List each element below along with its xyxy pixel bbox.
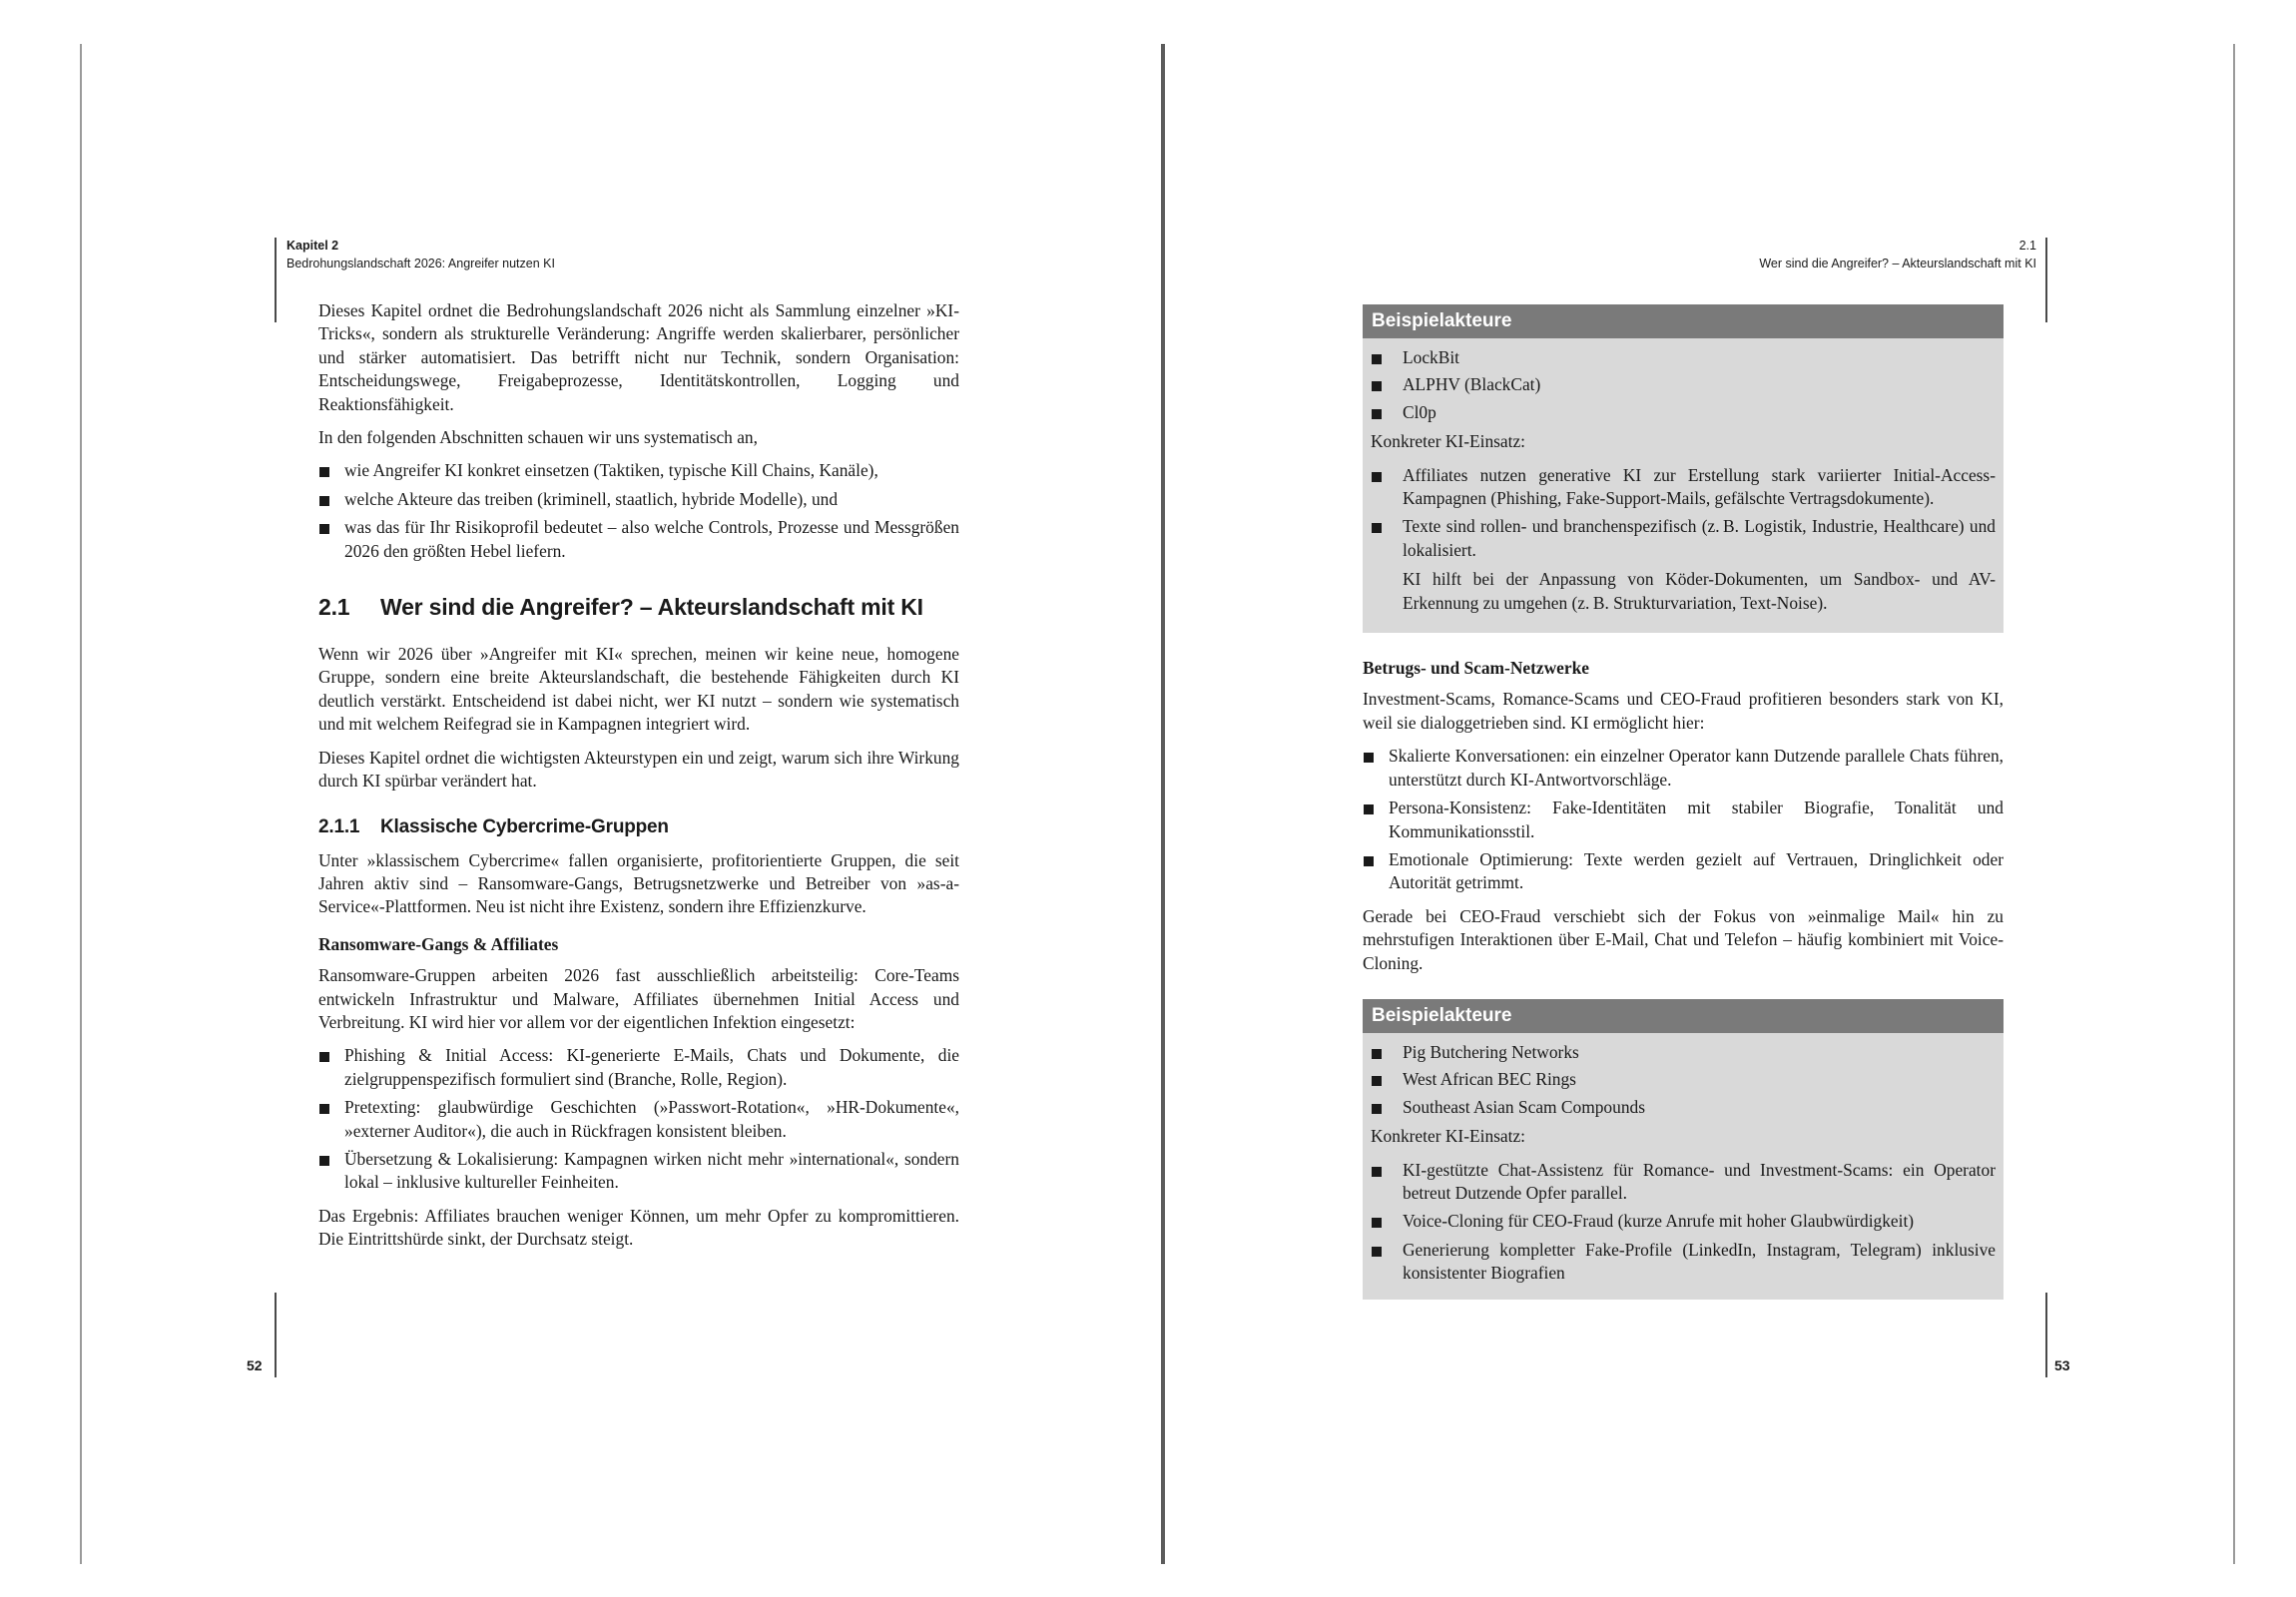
page-number-left: 52 (247, 1357, 263, 1373)
list-item: Persona-Konsistenz: Fake-Identitäten mit stabiler Biografie, Tonalität und Kommunikationsstil. (1363, 797, 2004, 843)
list-item: Generierung kompletter Fake-Profile (LinkedIn, Instagram, Telegram) inklusive konsistenter Biografien (1371, 1239, 1996, 1286)
right-running-header (1637, 237, 2036, 272)
list-item: Southeast Asian Scam Compounds (1371, 1096, 1996, 1119)
section-paragraph: Dieses Kapitel ordnet die wichtigsten Akteurstypen ein und zeigt, warum sich ihre Wirkung durch KI spürbar verändert hat. (318, 747, 959, 792)
scam-closing: Gerade bei CEO-Fraud verschiebt sich der Fokus von »einmalige Mail« hin zu mehrstufigen Interaktionen über E-Mail, Chat und Telefon – häufig kombiniert mit Voice-Cloning. (1363, 905, 2004, 973)
ransomware-heading: Ransomware-Gangs & Affiliates (318, 933, 559, 954)
scam-paragraph: Investment-Scams, Romance-Scams und CEO-Fraud profitieren besonders stark von KI, weil sie dialoggetrieben sind. KI ermöglicht hier: (1363, 689, 2004, 733)
right-page-edge (2233, 44, 2235, 1564)
box-label: Konkreter KI-Einsatz: (1371, 431, 1526, 452)
list-item: Skalierte Konversationen: ein einzelner Operator kann Dutzende parallele Chats führen, unterstützt durch KI-Antwortvorschläge. (1363, 745, 2004, 792)
example-actors-box-scam (1363, 999, 2004, 1300)
list-item: ALPHV (BlackCat) (1371, 373, 1996, 396)
list-item: LockBit (1371, 346, 1996, 369)
chapter-title: Bedrohungslandschaft 2026: Angreifer nutzen KI (287, 257, 555, 270)
ransomware-paragraph: Ransomware-Gruppen arbeiten 2026 fast ausschließlich arbeitsteilig: Core-Teams entwickeln Infrastruktur und Malware, Affiliates übernehmen Initial Access und Verbreitung. KI wird hier vor allem vor der eigentlichen Infektion eingesetzt: (318, 965, 959, 1032)
section-title-label: Wer sind die Angreifer? – Akteurslandschaft mit KI (1759, 257, 2036, 270)
left-running-header (287, 237, 555, 272)
list-item: Cl0p (1371, 401, 1996, 424)
left-page-body (318, 299, 959, 1262)
section-number: 2.1 (318, 594, 350, 621)
section-number-label: 2.1 (2018, 239, 2036, 253)
list-item: Texte sind rollen- und branchenspezifisch (z. B. Logistik, Industrie, Healthcare) und lokalisiert. (1371, 515, 1996, 562)
actor-list (1371, 1041, 1996, 1119)
example-actors-box-ransomware (1363, 304, 2004, 633)
scam-list (1363, 745, 2004, 894)
list-item: Voice-Cloning für CEO-Fraud (kurze Anrufe mit hoher Glaubwürdigkeit) (1371, 1210, 1996, 1233)
scam-heading: Betrugs- und Scam-Netzwerke (1363, 658, 1590, 679)
section-paragraph: Wenn wir 2026 über »Angreifer mit KI« sprechen, meinen wir keine neue, homogene Gruppe, sondern eine breite Akteurslandschaft, die bestehende Fähigkeiten durch KI deutlich verstärkt. Entscheidend ist dabei nicht, wer KI nutzt – sondern wie systematisch und mit welchem Reifegrad sie in Kampagnen integriert wird. (318, 644, 959, 735)
right-header-rule (2045, 238, 2047, 322)
box-title: Beispielakteure (1363, 999, 2004, 1033)
list-item: Emotionale Optimierung: Texte werden gezielt auf Vertrauen, Dringlichkeit oder Autorität getrimmt. (1363, 848, 2004, 895)
subsection-title: Klassische Cybercrime-Gruppen (380, 815, 669, 837)
list-item: welche Akteure das treiben (kriminell, staatlich, hybride Modelle), und (318, 488, 959, 511)
intro-paragraph: Dieses Kapitel ordnet die Bedrohungslandschaft 2026 nicht als Sammlung einzelner »KI-Tricks«, sondern als strukturelle Veränderung: Angriffe werden skalierbarer, persönlicher und stärker automatisiert. Das betrifft nicht nur Technik, sondern Organisation: Entscheidungswege, Freigabeprozesse, Identitätskontrollen, Logging und Reaktionsfähigkeit. (318, 300, 959, 414)
list-item: Pretexting: glaubwürdige Geschichten (»Passwort-Rotation«, »HR-Dokumente«, »externer Auditor«), die auch in Rückfragen konsistent bleiben. (318, 1096, 959, 1143)
left-header-rule (275, 238, 277, 322)
list-item: was das für Ihr Risikoprofil bedeutet – also welche Controls, Prozesse und Messgrößen 2026 den größten Hebel liefern. (318, 516, 959, 563)
intro-list (318, 459, 959, 563)
list-item: Pig Butchering Networks (1371, 1041, 1996, 1064)
left-footer-rule (275, 1293, 277, 1377)
ransomware-list (318, 1044, 959, 1194)
list-item: KI-gestützte Chat-Assistenz für Romance- und Investment-Scams: ein Operator betreut Dutzende Opfer parallel. (1371, 1159, 1996, 1206)
list-item: Affiliates nutzen generative KI zur Erstellung stark variierter Initial-Access-Kampagnen (Phishing, Fake-Support-Mails, gefälschte Vertragsdokumente). (1371, 464, 1996, 511)
actor-list (1371, 346, 1996, 424)
box-body (1363, 338, 2004, 615)
ai-use-list (1371, 464, 1996, 563)
book-gutter (1161, 44, 1165, 1564)
chapter-label: Kapitel 2 (287, 239, 339, 253)
list-item: wie Angreifer KI konkret einsetzen (Taktiken, typische Kill Chains, Kanäle), (318, 459, 959, 482)
box-follow-paragraph: KI hilft bei der Anpassung von Köder-Dokumenten, um Sandbox- und AV-Erkennung zu umgehen (z. B. Strukturvariation, Text-Noise). (1403, 569, 1996, 613)
page-number-right: 53 (2054, 1357, 2070, 1373)
box-label: Konkreter KI-Einsatz: (1371, 1126, 1526, 1147)
subsection-number: 2.1.1 (318, 815, 360, 837)
box-title: Beispielakteure (1363, 304, 2004, 338)
list-item: Übersetzung & Lokalisierung: Kampagnen wirken nicht mehr »international«, sondern lokal – inklusive kultureller Feinheiten. (318, 1148, 959, 1195)
subsection-heading (318, 815, 959, 839)
ai-use-list (1371, 1159, 1996, 1286)
right-page-body (1363, 304, 2004, 1324)
section-heading (318, 593, 959, 621)
ransomware-closing: Das Ergebnis: Affiliates brauchen weniger Können, um mehr Opfer zu kompromittieren. Die Eintrittshürde sinkt, der Durchsatz steigt. (318, 1205, 959, 1250)
box-body (1363, 1033, 2004, 1286)
left-page-edge (80, 44, 82, 1564)
list-item: West African BEC Rings (1371, 1068, 1996, 1091)
section-title: Wer sind die Angreifer? – Akteurslandschaft mit KI (380, 594, 923, 621)
intro-lead: In den folgenden Abschnitten schauen wir uns systematisch an, (318, 427, 758, 448)
subsection-paragraph: Unter »klassischem Cybercrime« fallen organisierte, profitorientierte Gruppen, die seit Jahren aktiv sind – Ransomware-Gangs, Betrugsnetzwerke und Betreiber von »as-a-Service«-Plattformen. Neu ist nicht ihre Existenz, sondern ihre Effizienzkurve. (318, 849, 959, 917)
right-footer-rule (2045, 1293, 2047, 1377)
list-item: Phishing & Initial Access: KI-generierte E-Mails, Chats und Dokumente, die zielgruppenspezifisch formuliert sind (Branche, Rolle, Region). (318, 1044, 959, 1091)
